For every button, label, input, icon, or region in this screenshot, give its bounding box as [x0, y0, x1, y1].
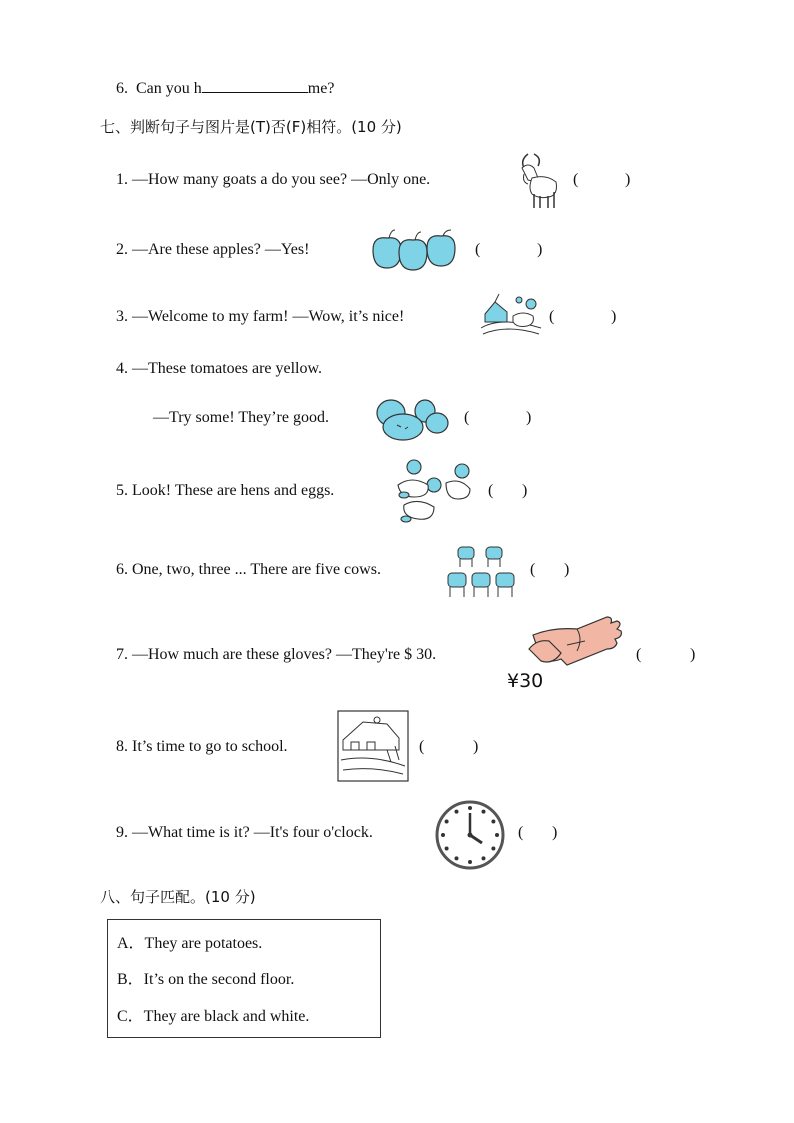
potatoes-icon [371, 397, 451, 443]
question-number: 6. [116, 80, 128, 97]
choice-c: C．They are black and white. [117, 1008, 310, 1025]
answer-paren-5[interactable]: ( ) [488, 482, 528, 499]
answer-blank[interactable] [202, 78, 308, 93]
item-number: 6. [116, 561, 128, 578]
answer-paren-1[interactable]: ( ) [573, 171, 631, 188]
item-text: —What time is it? —It's four o'clock. [132, 824, 373, 841]
apples-icon [369, 228, 465, 274]
farm-icon [479, 292, 543, 338]
item-text: Look! These are hens and eggs. [132, 482, 335, 499]
item-text: —How many goats a do you see? —Only one. [132, 171, 431, 188]
item-5 [116, 482, 334, 500]
section-7-title: 七、判断句子与图片是(T)否(F)相符。(10 分) [100, 118, 402, 136]
item-text: —Are these apples? —Yes! [132, 241, 310, 258]
farmhouse-icon [337, 710, 409, 782]
choice-b: B．It’s on the second floor. [117, 971, 295, 988]
answer-paren-9[interactable]: ( ) [518, 824, 558, 841]
answer-paren-7[interactable]: ( ) [636, 646, 696, 663]
item-7 [116, 646, 436, 664]
choices-box [107, 919, 381, 1038]
goat-icon [514, 152, 562, 210]
item-text: —How much are these gloves? —They're $ 30. [132, 646, 437, 663]
item-number: 2. [116, 241, 128, 258]
item-4 [116, 360, 322, 378]
item-2 [116, 241, 309, 259]
answer-paren-2[interactable]: ( ) [475, 241, 543, 258]
item-number: 5. [116, 482, 128, 499]
item-number: 8. [116, 738, 128, 755]
chicks-icon [390, 455, 474, 525]
answer-paren-3[interactable]: ( ) [549, 308, 617, 325]
item-4-line-2: —Try some! They’re good. [153, 409, 329, 426]
answer-paren-6[interactable]: ( ) [530, 561, 570, 578]
price-label: ¥30 [507, 670, 544, 692]
section-8-title: 八、句子匹配。(10 分) [100, 888, 256, 906]
item-9 [116, 824, 373, 842]
item-6 [116, 561, 381, 579]
answer-paren-4[interactable]: ( ) [464, 409, 532, 426]
item-text: One, two, three ... There are five cows. [132, 561, 381, 578]
item-number: 1. [116, 171, 128, 188]
item-number: 7. [116, 646, 128, 663]
choice-a: A．They are potatoes. [117, 935, 263, 952]
item-number: 9. [116, 824, 128, 841]
horses-icon [444, 541, 518, 599]
fill-blank-question [116, 78, 334, 98]
question-text-before: Can you h [136, 80, 202, 97]
item-3 [116, 308, 404, 326]
item-text: It’s time to go to school. [132, 738, 288, 755]
item-number: 4. [116, 360, 128, 377]
item-text: —Welcome to my farm! —Wow, it’s nice! [132, 308, 405, 325]
clock-icon [434, 799, 506, 871]
item-1 [116, 171, 430, 189]
item-text: —These tomatoes are yellow. [132, 360, 323, 377]
item-number: 3. [116, 308, 128, 325]
answer-paren-8[interactable]: ( ) [419, 738, 479, 755]
question-text-after: me? [307, 80, 335, 97]
item-8 [116, 738, 288, 756]
